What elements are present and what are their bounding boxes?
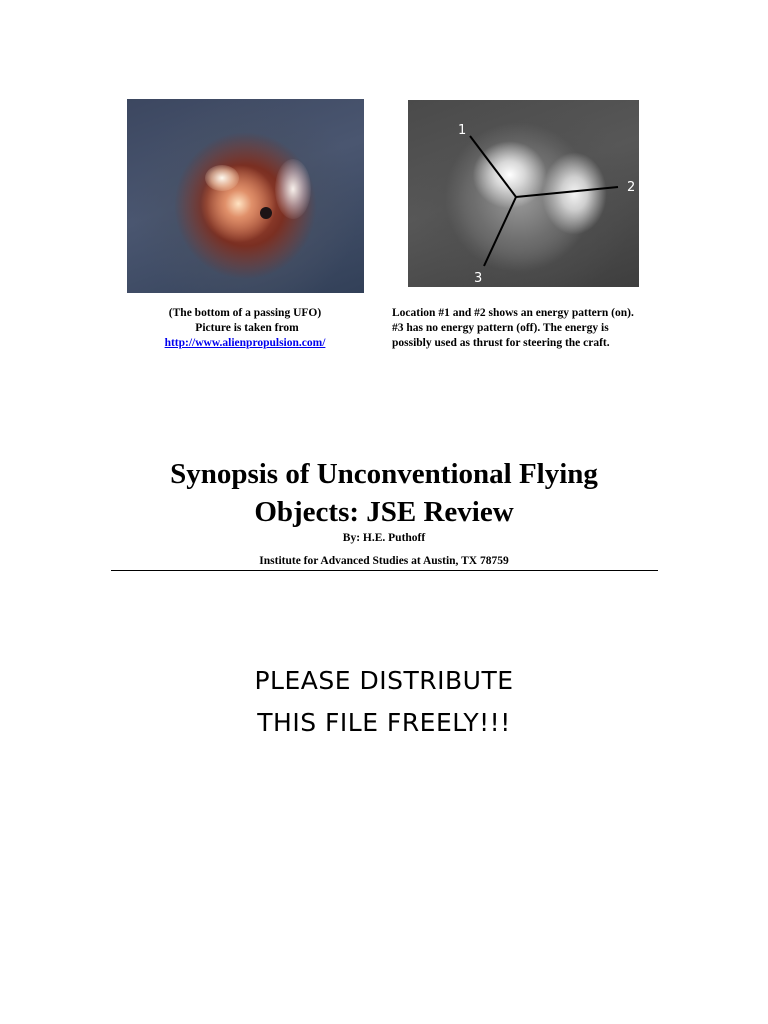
dark-spot [260, 207, 272, 219]
location-label-2: 2 [627, 180, 636, 195]
pointer-line-2 [516, 187, 618, 197]
distribution-banner-line: PLEASE DISTRIBUTE [254, 666, 514, 695]
author-byline: By: H.E. Puthoff [342, 532, 426, 544]
caption-line: #3 has no energy pattern (off). The energy is [392, 322, 609, 334]
right-photo-caption [392, 306, 672, 351]
title-line: Objects: JSE Review [254, 496, 514, 528]
caption-line: Location #1 and #2 shows an energy pattern (on). [392, 307, 634, 319]
annotation-overlay [408, 100, 639, 287]
location-label-3: 3 [474, 271, 483, 286]
title-line: Synopsis of Unconventional Flying [170, 458, 598, 490]
pointer-line-1 [470, 136, 516, 197]
document-title [100, 455, 668, 531]
caption-line: (The bottom of a passing UFO) [168, 307, 322, 319]
ufo-color-photo [127, 99, 364, 293]
light-glint [205, 165, 239, 191]
pointer-line-3 [484, 197, 516, 266]
horizontal-divider [111, 570, 658, 571]
source-link[interactable]: http://www.alienpropulsion.com/ [164, 337, 326, 349]
ufo-grayscale-photo [408, 100, 639, 287]
light-glint [275, 159, 311, 219]
left-photo-caption [140, 306, 350, 351]
institute-line: Institute for Advanced Studies at Austin, TX 78759 [259, 555, 509, 567]
distribution-banner-line: THIS FILE FREELY!!! [257, 708, 511, 737]
caption-line: possibly used as thrust for steering the craft. [392, 337, 610, 349]
caption-line: Picture is taken from [195, 322, 299, 334]
location-label-1: 1 [458, 123, 467, 138]
